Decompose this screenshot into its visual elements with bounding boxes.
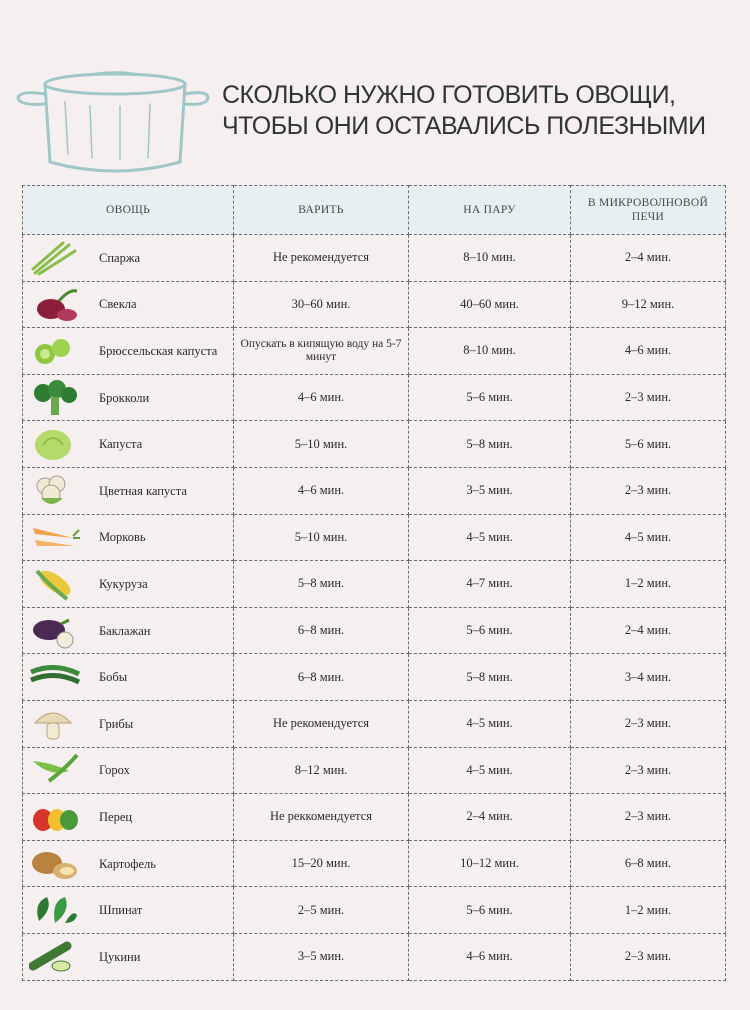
boil-time: 15–20 мин. [234, 840, 409, 887]
vegetable-cell [23, 374, 234, 421]
vegetable-name: Брокколи [99, 390, 150, 405]
cooking-time-table [22, 185, 726, 981]
table-row [23, 561, 726, 608]
table-row [23, 514, 726, 561]
vegetable-name: Цветная капуста [99, 483, 187, 498]
microwave-time: 1–2 мин. [571, 561, 726, 608]
vegetable-cell [23, 235, 234, 282]
steam-time: 5–8 мин. [409, 421, 571, 468]
boil-time: 3–5 мин. [234, 933, 409, 980]
vegetable-cell [23, 328, 234, 375]
vegetable-name: Кукуруза [99, 576, 148, 591]
vegetable-name: Картофель [99, 856, 156, 871]
vegetable-cell [23, 840, 234, 887]
vegetable-name: Грибы [99, 716, 134, 731]
microwave-time: 2–4 мин. [571, 235, 726, 282]
boil-time: 4–6 мин. [234, 374, 409, 421]
table-row [23, 328, 726, 375]
vegetable-cell-content [23, 282, 233, 328]
cauliflower-icon [29, 472, 81, 510]
boil-time: 5–8 мин. [234, 561, 409, 608]
microwave-time: 3–4 мин. [571, 654, 726, 701]
microwave-time: 2–3 мин. [571, 374, 726, 421]
steam-time: 2–4 мин. [409, 794, 571, 841]
vegetable-name: Брюссельская капуста [99, 343, 218, 358]
boil-time: Не рекомендуется [234, 235, 409, 282]
table-row [23, 887, 726, 934]
steam-time: 5–6 мин. [409, 887, 571, 934]
steam-time: 4–5 мин. [409, 700, 571, 747]
microwave-time: 5–6 мин. [571, 421, 726, 468]
vegetable-name: Баклажан [99, 623, 151, 638]
header-microwave: В МИКРОВОЛНОВОЙ ПЕЧИ [571, 186, 726, 235]
vegetable-name: Цукини [99, 949, 141, 964]
header-vegetable: ОВОЩЬ [23, 186, 234, 235]
steam-time: 40–60 мин. [409, 281, 571, 328]
boil-time: 6–8 мин. [234, 607, 409, 654]
vegetable-cell [23, 933, 234, 980]
microwave-time: 2–3 мин. [571, 700, 726, 747]
table-row [23, 654, 726, 701]
table-row [23, 281, 726, 328]
vegetable-cell [23, 281, 234, 328]
microwave-time: 6–8 мин. [571, 840, 726, 887]
microwave-time: 2–4 мин. [571, 607, 726, 654]
table-row [23, 700, 726, 747]
eggplant-icon [29, 612, 81, 650]
vegetable-cell [23, 607, 234, 654]
brussels-sprouts-icon [29, 332, 81, 370]
boil-time: Не реккомендуется [234, 794, 409, 841]
vegetable-cell-content [23, 235, 233, 281]
boil-time: Опускать в кипящую воду на 5-7 минут [234, 328, 409, 375]
steam-time: 5–8 мин. [409, 654, 571, 701]
pepper-icon [29, 798, 81, 836]
table-header-row [23, 186, 726, 235]
boil-time: 8–12 мин. [234, 747, 409, 794]
vegetable-cell-content [23, 654, 233, 700]
boil-time: 5–10 мин. [234, 421, 409, 468]
vegetable-cell-content [23, 561, 233, 607]
table-row [23, 933, 726, 980]
vegetable-cell-content [23, 328, 233, 374]
vegetable-name: Перец [99, 809, 133, 824]
vegetable-cell [23, 700, 234, 747]
vegetable-name: Морковь [99, 530, 146, 545]
carrot-icon [29, 518, 81, 556]
steam-time: 4–5 мин. [409, 514, 571, 561]
corn-icon [29, 565, 81, 603]
vegetable-cell [23, 421, 234, 468]
vegetable-name: Бобы [99, 670, 128, 685]
vegetable-name: Шпинат [99, 903, 143, 918]
broccoli-icon [29, 379, 81, 417]
zucchini-icon [29, 938, 81, 976]
steam-time: 5–6 мин. [409, 607, 571, 654]
vegetable-cell-content [23, 468, 233, 514]
table-row [23, 840, 726, 887]
table-row [23, 421, 726, 468]
vegetable-cell-content [23, 794, 233, 840]
header-steam: НА ПАРУ [409, 186, 571, 235]
vegetable-cell [23, 561, 234, 608]
vegetable-name: Капуста [99, 437, 143, 452]
boil-time: Не рекомендуется [234, 700, 409, 747]
potato-icon [29, 845, 81, 883]
microwave-time: 2–3 мин. [571, 794, 726, 841]
vegetable-cell [23, 654, 234, 701]
peas-icon [29, 751, 81, 789]
vegetable-name: Горох [99, 763, 130, 778]
vegetable-name: Спаржа [99, 250, 141, 265]
vegetable-cell [23, 514, 234, 561]
vegetable-cell-content [23, 421, 233, 467]
page-title: СКОЛЬКО НУЖНО ГОТОВИТЬ ОВОЩИ, ЧТОБЫ ОНИ ОСТАВАЛИСЬ ПОЛЕЗНЫМИ [222, 81, 706, 140]
vegetable-cell-content [23, 608, 233, 654]
table-row [23, 235, 726, 282]
steam-time: 4–6 мин. [409, 933, 571, 980]
steam-time: 5–6 мин. [409, 374, 571, 421]
microwave-time: 2–3 мин. [571, 467, 726, 514]
vegetable-cell-content [23, 375, 233, 421]
boil-time: 2–5 мин. [234, 887, 409, 934]
cooking-pot-icon [10, 62, 210, 182]
microwave-time: 1–2 мин. [571, 887, 726, 934]
steam-time: 4–5 мин. [409, 747, 571, 794]
microwave-time: 2–3 мин. [571, 933, 726, 980]
microwave-time: 2–3 мин. [571, 747, 726, 794]
vegetable-cell [23, 887, 234, 934]
table-row [23, 374, 726, 421]
vegetable-cell-content [23, 748, 233, 794]
boil-time: 30–60 мин. [234, 281, 409, 328]
boil-time: 6–8 мин. [234, 654, 409, 701]
vegetable-name: Свекла [99, 297, 137, 312]
vegetable-cell [23, 467, 234, 514]
microwave-time: 4–5 мин. [571, 514, 726, 561]
table-row [23, 794, 726, 841]
steam-time: 8–10 мин. [409, 328, 571, 375]
cabbage-icon [29, 425, 81, 463]
microwave-time: 4–6 мин. [571, 328, 726, 375]
table-row [23, 607, 726, 654]
steam-time: 10–12 мин. [409, 840, 571, 887]
steam-time: 4–7 мин. [409, 561, 571, 608]
vegetable-cell [23, 747, 234, 794]
vegetable-cell-content [23, 934, 233, 980]
microwave-time: 9–12 мин. [571, 281, 726, 328]
mushroom-icon [29, 705, 81, 743]
spinach-icon [29, 891, 81, 929]
vegetable-cell-content [23, 841, 233, 887]
vegetable-cell-content [23, 515, 233, 561]
vegetable-cell [23, 794, 234, 841]
steam-time: 3–5 мин. [409, 467, 571, 514]
asparagus-icon [29, 239, 81, 277]
boil-time: 4–6 мин. [234, 467, 409, 514]
header-boil: ВАРИТЬ [234, 186, 409, 235]
boil-time: 5–10 мин. [234, 514, 409, 561]
table-row [23, 747, 726, 794]
vegetable-cell-content [23, 887, 233, 933]
table-row [23, 467, 726, 514]
beet-icon [29, 285, 81, 323]
table-body [23, 235, 726, 981]
vegetable-cell-content [23, 701, 233, 747]
steam-time: 8–10 мин. [409, 235, 571, 282]
beans-icon [29, 658, 81, 696]
